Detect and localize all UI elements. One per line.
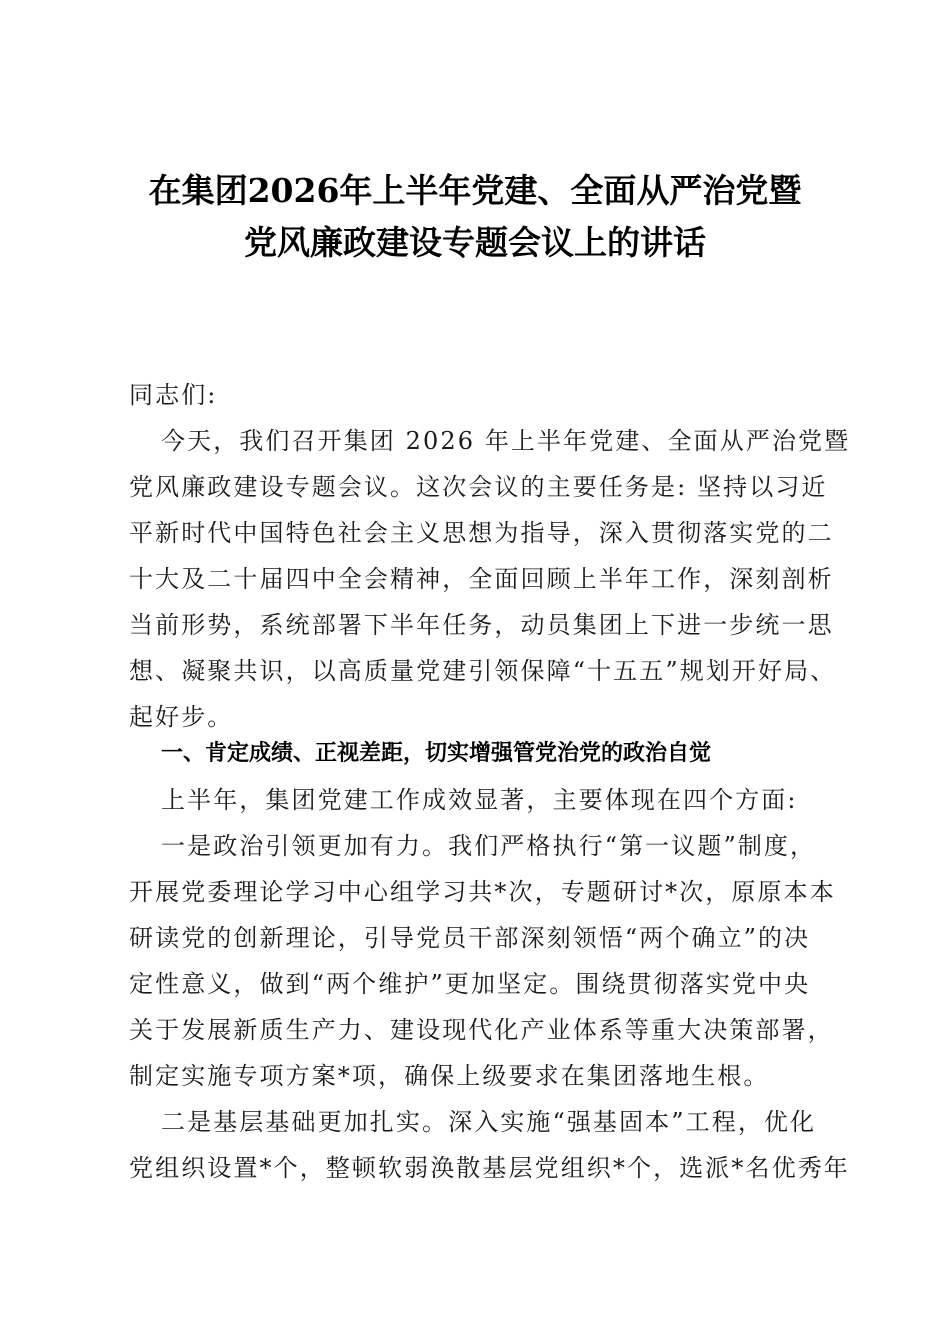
section-1-heading: 一、肯定成绩、正视差距，切实增强管党治党的政治自觉 [161,741,712,766]
point-1-line-6: 制定实施专项方案*项，确保上级要求在集团落地生根。 [129,1062,770,1090]
intro-line-6: 想、凝聚共识，以高质量党建引领保障“十五五”规划开好局、 [129,657,837,685]
document-title-line-2: 党风廉政建设专题会议上的讲话 [244,223,706,262]
intro-line-5: 当前形势，系统部署下半年任务，动员集团上下进一步统一思 [129,611,834,639]
point-1-line-3: 研读党的创新理论，引导党员干部深刻领悟“两个确立”的决 [129,924,811,952]
salutation: 同志们: [129,381,218,409]
point-1-line-4: 定性意义，做到“两个维护”更加坚定。围绕贯彻落实党中央 [129,970,811,998]
document-title-line-1: 在集团2026年上半年党建、全面从严治党暨 [148,171,802,210]
point-1-line-2: 开展党委理论学习中心组学习共*次，专题研讨*次，原原本本 [129,878,836,906]
point-2-line-2: 党组织设置*个，整顿软弱涣散基层党组织*个，选派*名优秀年 [129,1154,850,1182]
intro-line-7: 起好步。 [129,703,234,731]
intro-line-4: 十大及二十届四中全会精神，全面回顾上半年工作，深刻剖析 [129,565,834,593]
intro-line-3: 平新时代中国特色社会主义思想为指导，深入贯彻落实党的二 [129,519,834,547]
section-1-intro: 上半年，集团党建工作成效显著，主要体现在四个方面: [161,786,798,814]
point-1-line-1: 一是政治引领更加有力。我们严格执行“第一议题”制度， [161,832,817,860]
point-1-line-5: 关于发展新质生产力、建设现代化产业体系等重大决策部署， [129,1016,834,1044]
intro-line-2: 党风廉政建设专题会议。这次会议的主要任务是: 坚持以习近 [129,473,828,501]
intro-line-1: 今天，我们召开集团 2026 年上半年党建、全面从严治党暨 [161,427,851,455]
point-2-line-1: 二是基层基础更加扎实。深入实施“强基固本”工程，优化 [161,1108,817,1136]
